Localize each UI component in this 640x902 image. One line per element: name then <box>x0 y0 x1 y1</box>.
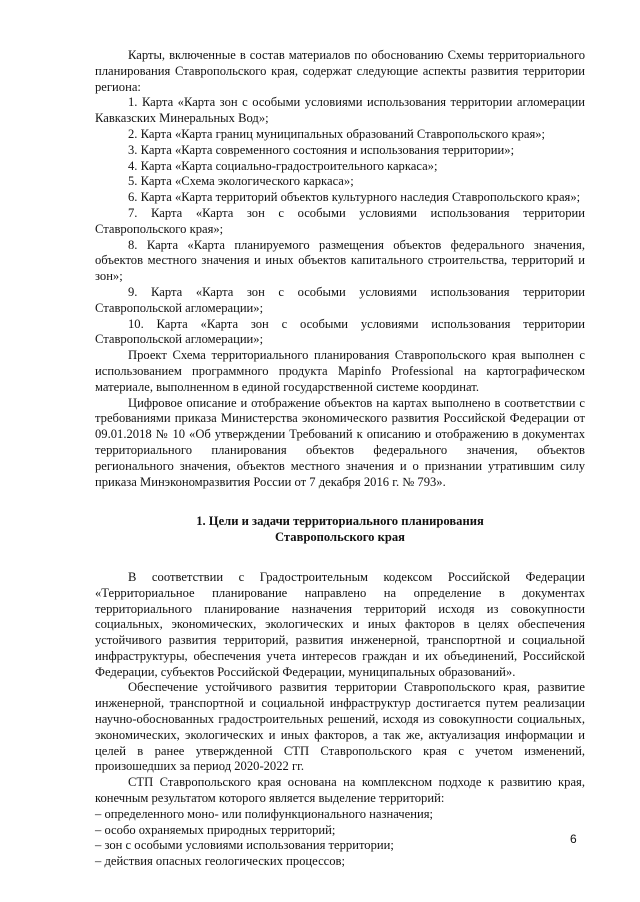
page-content <box>95 48 585 870</box>
map-list-item: 1. Карта «Карта зон с особыми условиями использования территории агломерации Кавказских Минеральных Вод»; <box>95 95 585 126</box>
map-list-item: 7. Карта «Карта зон с особыми условиями использования территории Ставропольского края»; <box>95 205 585 236</box>
map-list-item: 2. Карта «Карта границ муниципальных образований Ставропольского края»; <box>128 126 546 141</box>
urban-code-paragraph: В соответствии с Градостроительным кодексом Российской Федерации «Территориальное планирование направлено на определение в документах территориального планирование назначения территорий исходя из совокупности социальных, экономических, экологических и иных факторов в целях обеспечения устойчивого развития территорий, развития инженерной, транспортной и социальной инфраструктуры, обеспечения учета интересов граждан и их объединений, Российской Федерации, субъектов Российской Федерации, муниципальных образований». <box>95 569 585 679</box>
territory-list-item: – определенного моно- или полифункционального назначения; <box>95 806 434 821</box>
section-heading-line-1: 1. Цели и задачи территориального планирования <box>196 514 484 529</box>
map-list-item: 8. Карта «Карта планируемого размещения объектов федерального значения, объектов местного значения и иных объектов капитального строительства, территорий и зон»; <box>95 237 585 284</box>
section-heading-line-2: Ставропольского края <box>275 530 405 545</box>
territory-list-item: – зон с особыми условиями использования территории; <box>95 838 394 853</box>
stp-paragraph: СТП Ставропольского края основана на комплексном подходе к развитию края, конечным результатом которого является выделение территорий: <box>95 775 585 806</box>
section-heading <box>95 514 585 546</box>
territory-list-item: – особо охраняемых природных территорий; <box>95 822 336 837</box>
map-list-item: 5. Карта «Схема экологического каркаса»; <box>128 174 354 189</box>
territories-list <box>95 807 585 870</box>
sustainable-development-paragraph: Обеспечение устойчивого развития территории Ставропольского края, развитие инженерной, транспортной и социальной инфраструктур достигается путем реализации научно-обоснованных градостроительных решений, исходя из совокупности социальных, экономических, экологических и иных факторов, а так же, актуализация информации и целей в ранее утвержденной СТП Ставропольского края с учетом изменений, произошедших за период 2020-2022 гг. <box>95 680 585 774</box>
project-paragraph: Проект Схема территориального планирования Ставропольского края выполнен с использованием программного продукта Mapinfo Professional на картографическом материале, выполненном в единой государственной системе координат. <box>95 348 585 394</box>
map-list-item: 6. Карта «Карта территорий объектов культурного наследия Ставропольского края»; <box>128 190 581 205</box>
map-list-item: 10. Карта «Карта зон с особыми условиями использования территории Ставропольской агломерации»; <box>95 316 585 347</box>
intro-paragraph: Карты, включенные в состав материалов по обоснованию Схемы территориального планирования Ставропольского края, содержат следующие аспекты развития территории региона: <box>95 48 585 94</box>
maps-list <box>95 95 585 348</box>
territory-list-item: – действия опасных геологических процессов; <box>95 854 345 869</box>
map-list-item: 9. Карта «Карта зон с особыми условиями использования территории Ставропольской агломерации»; <box>95 284 585 315</box>
map-list-item: 3. Карта «Карта современного состояния и использования территории»; <box>128 142 515 157</box>
map-list-item: 4. Карта «Карта социально-градостроительного каркаса»; <box>128 158 438 173</box>
digital-description-paragraph: Цифровое описание и отображение объектов на картах выполнено в соответствии с требованиями приказа Министерства экономического развития Российской Федерации от 09.01.2018 № 10 «Об утверждении Требований к описанию и отображению в документах территориального планирования объектов федерального значения, объектов регионального значения, объектов местного значения и о признании утратившим силу приказа Минэкономразвития России от 7 декабря 2016 г. № 793». <box>95 395 585 489</box>
page-number: 6 <box>570 832 577 846</box>
